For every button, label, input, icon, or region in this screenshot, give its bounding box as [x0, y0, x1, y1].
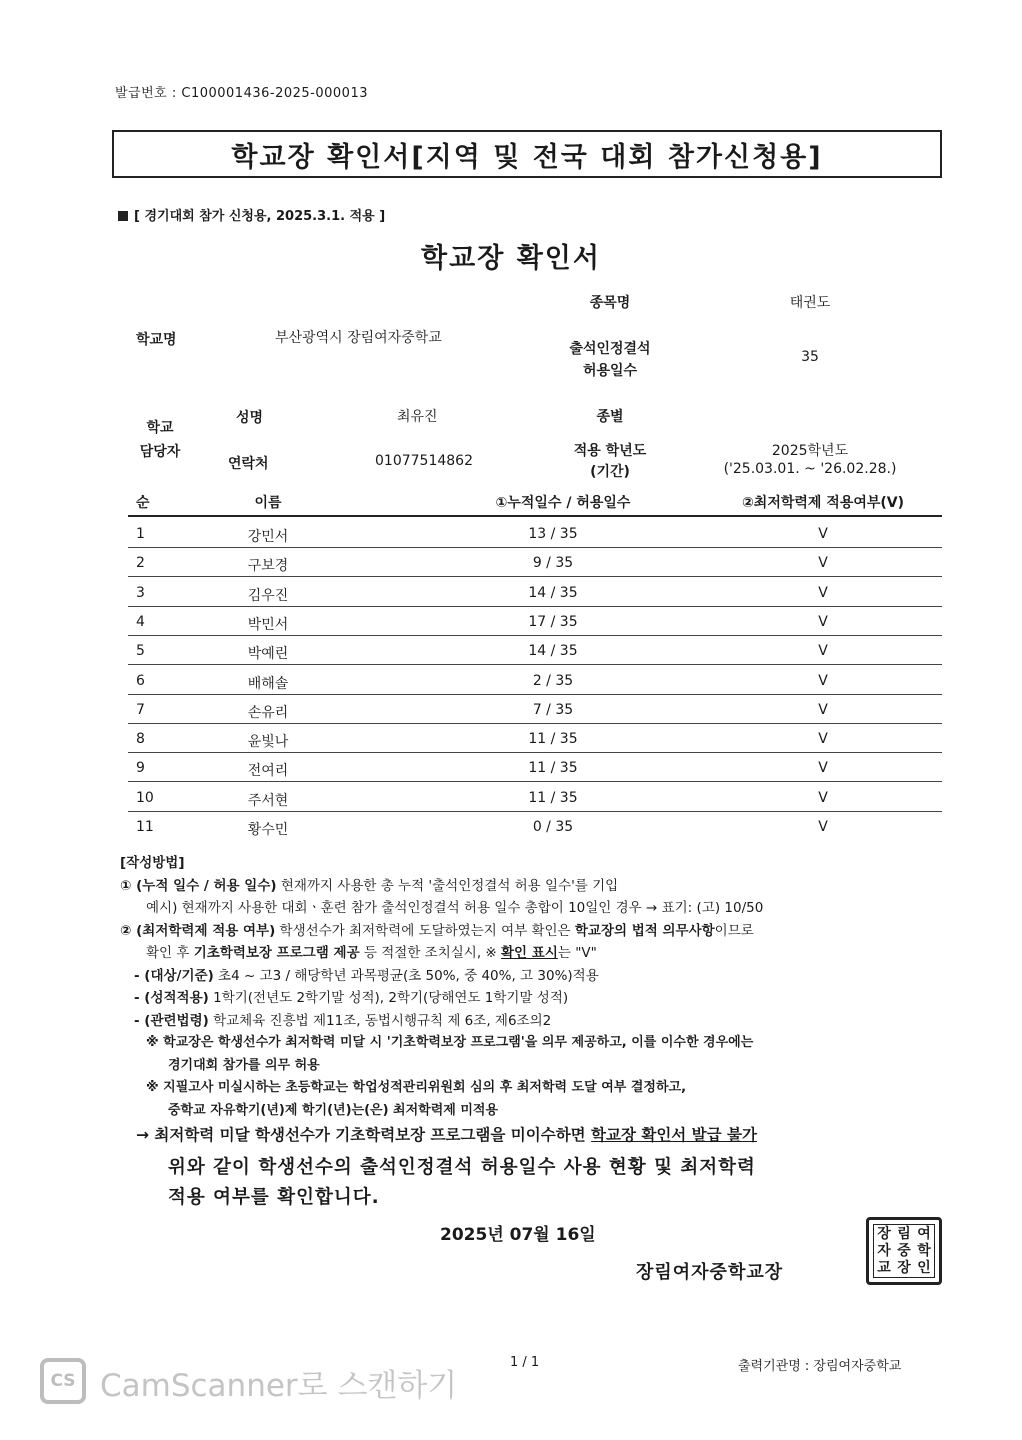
row-check: V	[818, 555, 828, 571]
note-2-line2-b: 등 적절한 조치실시, ※	[359, 945, 502, 961]
camscanner-watermark: CamScanner로 스캔하기	[100, 1368, 458, 1404]
header-name: 이름	[254, 495, 282, 511]
seal-char: 여	[917, 1225, 931, 1242]
row-check: V	[818, 760, 828, 776]
row-number: 4	[136, 614, 145, 630]
detail-1-head: - (대상/기준)	[134, 967, 214, 984]
row-number: 11	[136, 819, 154, 835]
table-row	[128, 547, 942, 577]
staff-label-2: 담당자	[139, 444, 181, 460]
table-row	[128, 518, 942, 548]
table-header-divider	[128, 515, 942, 517]
detail-1-text: 초4 ~ 고3 / 해당학년 과목평균(초 50%, 중 40%, 고 30%)적용	[213, 967, 599, 984]
note-2-line2	[120, 942, 930, 965]
arrow-note	[120, 1122, 930, 1148]
table-row	[128, 606, 942, 636]
row-name: 주서현	[247, 793, 289, 809]
note-2-tail: 이므로	[714, 922, 754, 939]
table-row	[128, 665, 942, 695]
table-row	[128, 635, 942, 665]
sport-value: 태권도	[789, 295, 831, 311]
row-name: 윤빛나	[247, 734, 289, 750]
staff-label-1: 학교	[146, 420, 174, 436]
contact-value: 01077514862	[375, 453, 473, 469]
row-number: 3	[136, 585, 145, 601]
row-check: V	[818, 673, 828, 689]
school-value: 부산광역시 장림여자중학교	[275, 330, 442, 346]
row-number: 8	[136, 731, 145, 747]
page-number: 1 / 1	[510, 1355, 540, 1370]
name-label: 성명	[236, 410, 264, 426]
seal-char: 림	[897, 1225, 911, 1242]
note-1-head: ① (누적 일수 / 허용 일수)	[120, 877, 277, 894]
note-2-line2-a: 확인 후	[146, 945, 194, 961]
detail-2	[120, 987, 930, 1010]
table-row	[128, 577, 942, 607]
row-days: 11 / 35	[528, 790, 578, 806]
row-number: 7	[136, 702, 145, 718]
sub-note-text: [ 경기대회 참가 신청용, 2025.3.1. 적용 ]	[134, 209, 386, 224]
sport-label: 종목명	[589, 295, 631, 311]
row-number: 5	[136, 643, 145, 659]
note-2-line2-underline: 확인 표시	[501, 945, 558, 961]
row-days: 9 / 35	[532, 555, 574, 571]
table-row	[128, 752, 942, 782]
row-name: 배해솔	[247, 676, 289, 692]
seal-char: 학	[917, 1242, 931, 1259]
row-check: V	[818, 790, 828, 806]
table-row	[128, 723, 942, 753]
special-note-1-line1: ※ 학교장은 학생선수가 최저학력 미달 시 '기초학력보장 프로그램'을 의무 제공하고, 이를 이수한 경우에는	[146, 1035, 754, 1050]
detail-3-text: 학교체육 진흥법 제11조, 동법시행규칙 제 6조, 제6조의2	[208, 1012, 552, 1029]
year-label-2: (기간)	[590, 464, 630, 480]
issue-date: 2025년 07월 16일	[440, 1225, 596, 1245]
note-1	[120, 875, 930, 898]
row-check: V	[818, 819, 828, 835]
row-number: 6	[136, 673, 145, 689]
row-name: 전여리	[247, 763, 289, 779]
name-value: 최유진	[397, 409, 438, 425]
year-label-1: 적용 학년도	[573, 443, 647, 459]
row-name: 박예린	[247, 646, 289, 662]
row-check: V	[818, 614, 828, 630]
school-label: 학교명	[136, 332, 177, 348]
category-label: 종별	[596, 409, 624, 425]
header-days: ①누적일수 / 허용일수	[495, 495, 631, 511]
signer: 장림여자중학교장	[636, 1262, 784, 1283]
note-1-text: 현재까지 사용한 총 누적 '출석인정결석 허용 일수'를 기입	[276, 877, 619, 894]
table-row	[128, 811, 942, 841]
row-number: 2	[136, 555, 145, 571]
row-days: 0 / 35	[532, 819, 574, 835]
document-title: 학교장 확인서	[421, 243, 601, 274]
header-title: 학교장 확인서[지역 및 전국 대회 참가신청용]	[231, 141, 823, 173]
note-1-example: 예시) 현재까지 사용한 대회ㆍ훈련 참가 출석인정결석 허용 일수 총합이 10일인 경우 → 표기: (고) 10/50	[146, 900, 764, 916]
official-seal	[866, 1217, 942, 1285]
confirmation-line-2: 적용 여부를 확인합니다.	[168, 1187, 380, 1208]
row-name: 손유리	[247, 705, 289, 721]
issue-number: 발급번호 : C100001436-2025-000013	[115, 86, 368, 101]
year-value-2: ('25.03.01. ~ '26.02.28.)	[723, 461, 897, 477]
row-days: 11 / 35	[528, 731, 578, 747]
contact-label: 연락처	[228, 456, 269, 472]
note-2	[120, 920, 930, 943]
row-name: 황수민	[247, 822, 289, 838]
square-bullet-icon	[118, 211, 128, 221]
arrow-note-text: → 최저학력 미달 학생선수가 기초학력보장 프로그램을 미이수하면	[136, 1126, 592, 1144]
note-2-bold: 학교장의 법적 의무사항	[574, 922, 715, 939]
note-2-text: 학생선수가 최저학력에 도달하였는지 여부 확인은	[275, 922, 575, 939]
detail-3-head: - (관련법령)	[134, 1012, 209, 1029]
note-2-line2-c: 는 "V"	[557, 945, 597, 961]
header-check: ②최저학력제 적용여부(V)	[741, 495, 905, 511]
row-days: 7 / 35	[532, 702, 574, 718]
row-name: 구보경	[247, 558, 289, 574]
output-organization: 출력기관명 : 장림여자중학교	[738, 1359, 902, 1374]
row-number: 1	[136, 526, 145, 542]
camscanner-logo-icon	[40, 1358, 86, 1404]
camscanner-logo-text: CS	[50, 1371, 76, 1391]
confirmation-line-1: 위와 같이 학생선수의 출석인정결석 허용일수 사용 현황 및 최저학력	[168, 1157, 756, 1178]
special-note-2-line2: 중학교 자유학기(년)제 학기(년)는(은) 최저학력제 미적용	[168, 1102, 499, 1118]
seal-char: 장	[897, 1260, 911, 1277]
seal-char: 교	[877, 1260, 891, 1277]
row-name: 강민서	[247, 529, 289, 545]
instructions	[120, 852, 930, 1148]
table-row	[128, 694, 942, 724]
note-2-line2-bold: 기초학력보장 프로그램 제공	[193, 945, 360, 961]
seal-char: 인	[917, 1260, 931, 1277]
absence-value: 35	[801, 349, 819, 365]
row-name: 박민서	[247, 617, 289, 633]
row-check: V	[818, 731, 828, 747]
absence-label-1: 출석인정결석	[569, 341, 651, 357]
detail-2-head: - (성적적용)	[134, 990, 209, 1006]
detail-1	[120, 965, 930, 988]
table-row	[128, 782, 942, 812]
detail-3	[120, 1010, 930, 1033]
row-check: V	[818, 643, 828, 659]
row-check: V	[818, 526, 828, 542]
row-number: 9	[136, 760, 145, 776]
note-2-head: ② (최저학력제 적용 여부)	[120, 922, 276, 939]
detail-2-text: 1학기(전년도 2학기말 성적), 2학기(당해연도 1학기말 성적)	[208, 990, 569, 1006]
arrow-note-underline: 학교장 확인서 발급 불가	[591, 1126, 757, 1144]
instructions-heading: [작성방법]	[120, 855, 185, 871]
seal-char: 장	[877, 1225, 891, 1242]
header-no: 순	[136, 495, 150, 511]
sub-note	[118, 205, 385, 224]
row-days: 11 / 35	[528, 760, 578, 776]
row-check: V	[818, 702, 828, 718]
year-value-1: 2025학년도	[771, 443, 849, 459]
row-days: 14 / 35	[528, 643, 578, 659]
header-title-box	[112, 130, 942, 178]
special-note-1-line2: 경기대회 참가를 의무 허용	[168, 1057, 320, 1073]
seal-characters	[873, 1224, 935, 1278]
row-check: V	[818, 585, 828, 601]
seal-char: 자	[877, 1242, 891, 1259]
table-header-row	[128, 484, 942, 514]
row-name: 김우진	[247, 588, 289, 604]
seal-char: 중	[897, 1242, 911, 1259]
row-days: 14 / 35	[528, 585, 578, 601]
row-number: 10	[136, 790, 154, 806]
special-note-2-line1: ※ 지필고사 미실시하는 초등학교는 학업성적관리위원회 심의 후 최저학력 도달 여부 결정하고,	[146, 1080, 687, 1095]
row-days: 17 / 35	[528, 614, 578, 630]
row-days: 13 / 35	[528, 526, 578, 542]
absence-label-2: 허용일수	[582, 363, 638, 379]
row-days: 2 / 35	[532, 673, 574, 689]
